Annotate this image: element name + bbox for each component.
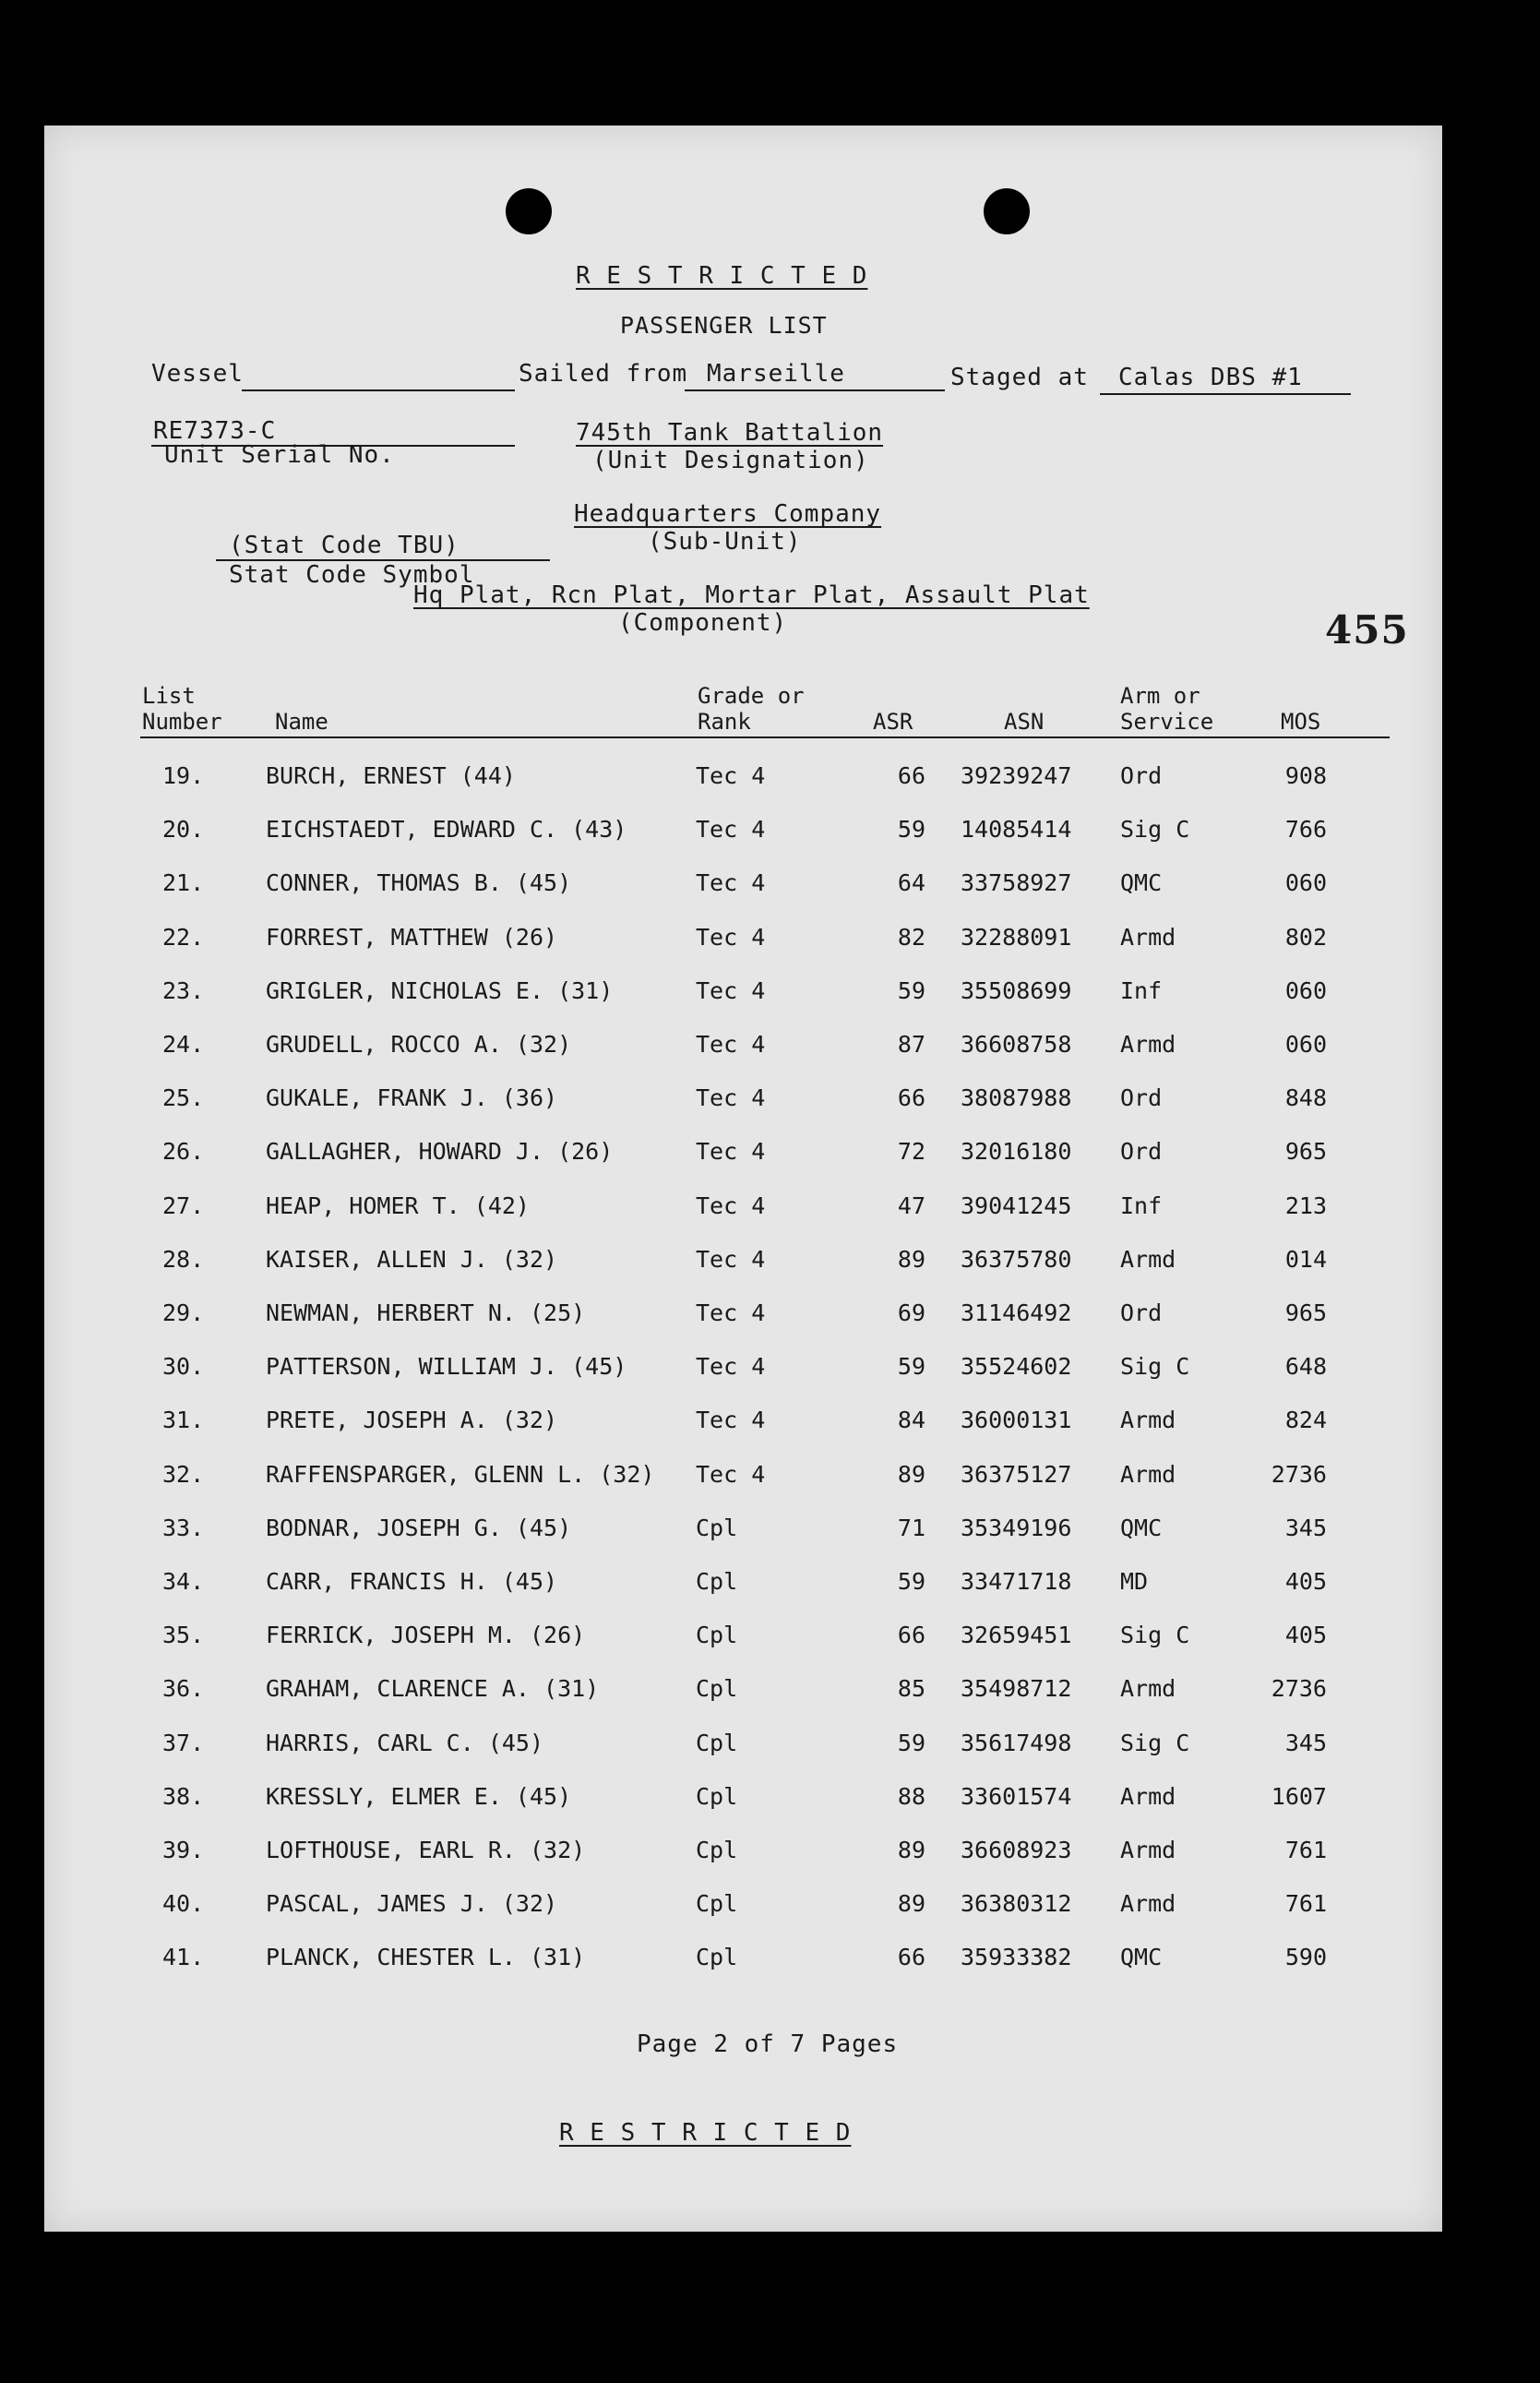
table-row [44, 1353, 1442, 1407]
arm-cell: MD [1120, 1568, 1149, 1595]
grade-cell: Tec 4 [696, 1138, 766, 1166]
asn-cell: 36375127 [961, 1460, 1072, 1488]
arm-cell: Armd [1120, 1460, 1176, 1488]
name-header: Name [275, 709, 328, 735]
table-row [44, 1730, 1442, 1783]
asn-cell: 33758927 [961, 869, 1072, 897]
list-number-header-bottom: Number [142, 709, 222, 735]
grade-cell: Tec 4 [696, 923, 766, 951]
arm-cell: Armd [1120, 1782, 1176, 1810]
mos-cell: 908 [1284, 762, 1327, 789]
sailed-from-value: Marseille [707, 360, 845, 388]
list-number-cell: 24. [162, 1031, 205, 1058]
asr-cell: 59 [897, 816, 925, 844]
unit-serial-label: Unit Serial No. [164, 441, 395, 469]
name-cell: GRUDELL, ROCCO A. (32) [266, 1031, 572, 1058]
list-number-header-top: List [142, 683, 196, 709]
asr-cell: 59 [897, 1729, 925, 1756]
arm-cell: Armd [1120, 1890, 1176, 1918]
document-title: PASSENGER LIST [620, 312, 828, 339]
asn-cell: 35524602 [961, 1353, 1072, 1381]
asn-cell: 32016180 [961, 1138, 1072, 1166]
asn-cell: 36380312 [961, 1890, 1072, 1918]
table-row [44, 762, 1442, 816]
list-number-cell: 41. [162, 1944, 205, 1971]
list-number-cell: 38. [162, 1782, 205, 1810]
arm-cell: Ord [1120, 762, 1163, 789]
asr-cell: 88 [897, 1782, 925, 1810]
restricted-header: R E S T R I C T E D [576, 262, 868, 290]
list-number-cell: 26. [162, 1138, 205, 1166]
asr-cell: 85 [897, 1675, 925, 1703]
grade-cell: Cpl [696, 1837, 738, 1863]
mos-cell: 761 [1284, 1890, 1327, 1918]
restricted-footer: R E S T R I C T E D [559, 2119, 852, 2147]
grade-header-bottom: Rank [698, 709, 751, 735]
name-cell: PASCAL, JAMES J. (32) [266, 1890, 558, 1918]
asr-cell: 89 [897, 1245, 925, 1273]
punch-hole-right [984, 188, 1030, 234]
name-cell: CARR, FRANCIS H. (45) [266, 1568, 558, 1595]
name-cell: RAFFENSPARGER, GLENN L. (32) [266, 1460, 655, 1488]
asn-cell: 36608758 [961, 1031, 1072, 1058]
list-number-cell: 22. [162, 923, 205, 951]
name-cell: NEWMAN, HERBERT N. (25) [266, 1299, 586, 1326]
sailed-from-underline [685, 389, 945, 391]
table-row [44, 1837, 1442, 1890]
stat-code-value: (Stat Code TBU) [229, 532, 460, 559]
grade-cell: Cpl [696, 1944, 738, 1971]
asn-header: ASN [1004, 709, 1045, 735]
name-cell: GRIGLER, NICHOLAS E. (31) [266, 976, 614, 1004]
name-cell: BURCH, ERNEST (44) [266, 762, 516, 789]
table-row [44, 1890, 1442, 1944]
sub-unit-value: Headquarters Company [574, 500, 882, 528]
arm-cell: Armd [1120, 1245, 1176, 1273]
arm-cell: QMC [1120, 1944, 1163, 1971]
asr-cell: 66 [897, 1944, 925, 1971]
name-cell: EICHSTAEDT, EDWARD C. (43) [266, 816, 627, 844]
mos-cell: 060 [1284, 976, 1327, 1004]
asr-cell: 89 [897, 1837, 925, 1863]
sub-unit-label: (Sub-Unit) [648, 528, 802, 556]
mos-cell: 824 [1284, 1407, 1327, 1434]
table-header-rule [140, 736, 1390, 738]
table-row [44, 1407, 1442, 1460]
mos-cell: 2736 [1271, 1675, 1327, 1703]
name-cell: FORREST, MATTHEW (26) [266, 923, 558, 951]
mos-cell: 213 [1284, 1192, 1327, 1219]
table-row [44, 1192, 1442, 1246]
grade-cell: Tec 4 [696, 869, 766, 897]
arm-cell: Armd [1120, 1675, 1176, 1703]
unit-serial-value: RE7373-C [153, 417, 277, 445]
grade-cell: Tec 4 [696, 1245, 766, 1273]
mos-cell: 965 [1284, 1299, 1327, 1326]
name-cell: GRAHAM, CLARENCE A. (31) [266, 1675, 600, 1703]
mos-cell: 590 [1284, 1944, 1327, 1971]
asn-cell: 35617498 [961, 1729, 1072, 1756]
asr-cell: 66 [897, 762, 925, 789]
name-cell: KAISER, ALLEN J. (32) [266, 1245, 558, 1273]
asr-cell: 59 [897, 976, 925, 1004]
asn-cell: 36608923 [961, 1837, 1072, 1863]
table-row [44, 1515, 1442, 1568]
list-number-cell: 27. [162, 1192, 205, 1219]
arm-cell: Armd [1120, 1407, 1176, 1434]
asn-cell: 35498712 [961, 1675, 1072, 1703]
asn-cell: 36000131 [961, 1407, 1072, 1434]
list-number-cell: 32. [162, 1460, 205, 1488]
asr-cell: 64 [897, 869, 925, 897]
arm-cell: Sig C [1120, 816, 1190, 844]
list-number-cell: 36. [162, 1675, 205, 1703]
unit-designation-label: (Unit Designation) [592, 447, 869, 474]
mos-cell: 2736 [1271, 1460, 1327, 1488]
grade-cell: Cpl [696, 1890, 738, 1918]
asr-cell: 66 [897, 1622, 925, 1649]
mos-cell: 405 [1284, 1622, 1327, 1649]
asn-cell: 39239247 [961, 762, 1072, 789]
asn-cell: 36375780 [961, 1245, 1072, 1273]
mos-cell: 345 [1284, 1514, 1327, 1541]
arm-cell: QMC [1120, 1514, 1163, 1541]
arm-header-bottom: Service [1120, 709, 1214, 735]
name-cell: HEAP, HOMER T. (42) [266, 1192, 530, 1219]
grade-cell: Cpl [696, 1729, 738, 1756]
asn-cell: 35933382 [961, 1944, 1072, 1971]
mos-cell: 060 [1284, 1031, 1327, 1058]
name-cell: LOFTHOUSE, EARL R. (32) [266, 1837, 586, 1863]
name-cell: GALLAGHER, HOWARD J. (26) [266, 1138, 614, 1166]
arm-cell: Sig C [1120, 1729, 1190, 1756]
asr-cell: 84 [897, 1407, 925, 1434]
grade-header-top: Grade or [698, 683, 805, 709]
table-row [44, 1783, 1442, 1837]
vessel-label: Vessel [151, 360, 244, 388]
staged-at-underline [1100, 393, 1351, 395]
stat-code-label: Stat Code Symbol [229, 561, 475, 589]
table-row [44, 1675, 1442, 1729]
asr-cell: 69 [897, 1299, 925, 1326]
asr-cell: 89 [897, 1890, 925, 1918]
list-number-cell: 34. [162, 1568, 205, 1595]
asn-cell: 33471718 [961, 1568, 1072, 1595]
asr-cell: 66 [897, 1084, 925, 1112]
asn-cell: 32659451 [961, 1622, 1072, 1649]
mos-cell: 405 [1284, 1568, 1327, 1595]
list-number-cell: 23. [162, 976, 205, 1004]
mos-header: MOS [1281, 709, 1321, 735]
grade-cell: Cpl [696, 1514, 738, 1541]
asn-cell: 31146492 [961, 1299, 1072, 1326]
table-row [44, 1568, 1442, 1622]
arm-cell: QMC [1120, 869, 1163, 897]
asr-cell: 71 [897, 1514, 925, 1541]
grade-cell: Cpl [696, 1782, 738, 1810]
arm-cell: Armd [1120, 923, 1176, 951]
list-number-cell: 21. [162, 869, 205, 897]
mos-cell: 1607 [1271, 1782, 1327, 1810]
asn-cell: 32288091 [961, 923, 1072, 951]
list-number-cell: 28. [162, 1245, 205, 1273]
grade-cell: Tec 4 [696, 762, 766, 789]
list-number-cell: 25. [162, 1084, 205, 1112]
name-cell: KRESSLY, ELMER E. (45) [266, 1782, 572, 1810]
mos-cell: 648 [1284, 1353, 1327, 1381]
asr-cell: 59 [897, 1568, 925, 1595]
list-number-cell: 37. [162, 1729, 205, 1756]
list-number-cell: 35. [162, 1622, 205, 1649]
arm-cell: Ord [1120, 1138, 1163, 1166]
asn-cell: 38087988 [961, 1084, 1072, 1112]
grade-cell: Tec 4 [696, 1084, 766, 1112]
staged-at-label: Staged at [950, 364, 1089, 391]
asr-cell: 59 [897, 1353, 925, 1381]
table-row [44, 816, 1442, 869]
table-row [44, 1031, 1442, 1084]
mos-cell: 848 [1284, 1084, 1327, 1112]
grade-cell: Cpl [696, 1675, 738, 1703]
table-row [44, 1138, 1442, 1192]
asr-cell: 72 [897, 1138, 925, 1166]
asn-cell: 35508699 [961, 976, 1072, 1004]
page-count: Page 2 of 7 Pages [637, 2030, 899, 2058]
grade-cell: Tec 4 [696, 1031, 766, 1058]
mos-cell: 802 [1284, 923, 1327, 951]
asr-header: ASR [873, 709, 913, 735]
asn-cell: 35349196 [961, 1514, 1072, 1541]
mos-cell: 345 [1284, 1729, 1327, 1756]
table-row [44, 1944, 1442, 1997]
arm-cell: Ord [1120, 1084, 1163, 1112]
grade-cell: Cpl [696, 1622, 738, 1649]
name-cell: PRETE, JOSEPH A. (32) [266, 1407, 558, 1434]
arm-cell: Sig C [1120, 1353, 1190, 1381]
sailed-from-label: Sailed from [519, 360, 688, 388]
grade-cell: Tec 4 [696, 1353, 766, 1381]
table-row [44, 1246, 1442, 1299]
page-number-stamp: 455 [1325, 607, 1409, 653]
vessel-blank [242, 389, 515, 391]
name-cell: GUKALE, FRANK J. (36) [266, 1084, 558, 1112]
staged-at-value: Calas DBS #1 [1118, 364, 1303, 391]
table-row [44, 1084, 1442, 1138]
table-row [44, 869, 1442, 923]
table-row [44, 924, 1442, 977]
table-row [44, 1622, 1442, 1675]
arm-cell: Inf [1120, 1192, 1163, 1219]
name-cell: BODNAR, JOSEPH G. (45) [266, 1514, 572, 1541]
table-row [44, 1299, 1442, 1353]
list-number-cell: 40. [162, 1890, 205, 1918]
name-cell: PATTERSON, WILLIAM J. (45) [266, 1353, 627, 1381]
list-number-cell: 30. [162, 1353, 205, 1381]
arm-cell: Sig C [1120, 1622, 1190, 1649]
asn-cell: 39041245 [961, 1192, 1072, 1219]
grade-cell: Cpl [696, 1568, 738, 1595]
unit-designation-value: 745th Tank Battalion [576, 419, 884, 447]
grade-cell: Tec 4 [696, 1407, 766, 1434]
asr-cell: 87 [897, 1031, 925, 1058]
arm-cell: Armd [1120, 1031, 1176, 1058]
asn-cell: 33601574 [961, 1782, 1072, 1810]
name-cell: FERRICK, JOSEPH M. (26) [266, 1622, 586, 1649]
mos-cell: 060 [1284, 869, 1327, 897]
name-cell: PLANCK, CHESTER L. (31) [266, 1944, 586, 1971]
arm-header-top: Arm or [1120, 683, 1200, 709]
arm-cell: Inf [1120, 976, 1163, 1004]
table-row [44, 1461, 1442, 1515]
component-label: (Component) [618, 609, 788, 637]
component-value: Hq Plat, Rcn Plat, Mortar Plat, Assault Plat [413, 581, 1090, 609]
list-number-cell: 29. [162, 1299, 205, 1326]
name-cell: HARRIS, CARL C. (45) [266, 1729, 544, 1756]
table-row [44, 977, 1442, 1031]
grade-cell: Tec 4 [696, 816, 766, 844]
grade-cell: Tec 4 [696, 976, 766, 1004]
asr-cell: 82 [897, 923, 925, 951]
mos-cell: 766 [1284, 816, 1327, 844]
mos-cell: 761 [1284, 1837, 1327, 1863]
list-number-cell: 31. [162, 1407, 205, 1434]
list-number-cell: 19. [162, 762, 205, 789]
document-page [44, 126, 1442, 2232]
list-number-cell: 33. [162, 1514, 205, 1541]
grade-cell: Tec 4 [696, 1460, 766, 1488]
arm-cell: Ord [1120, 1299, 1163, 1326]
punch-hole-left [506, 188, 552, 234]
asr-cell: 47 [897, 1192, 925, 1219]
asr-cell: 89 [897, 1460, 925, 1488]
mos-cell: 965 [1284, 1138, 1327, 1166]
grade-cell: Tec 4 [696, 1299, 766, 1326]
list-number-cell: 39. [162, 1837, 205, 1863]
arm-cell: Armd [1120, 1837, 1176, 1863]
mos-cell: 014 [1284, 1245, 1327, 1273]
asn-cell: 14085414 [961, 816, 1072, 844]
name-cell: CONNER, THOMAS B. (45) [266, 869, 572, 897]
list-number-cell: 20. [162, 816, 205, 844]
grade-cell: Tec 4 [696, 1192, 766, 1219]
